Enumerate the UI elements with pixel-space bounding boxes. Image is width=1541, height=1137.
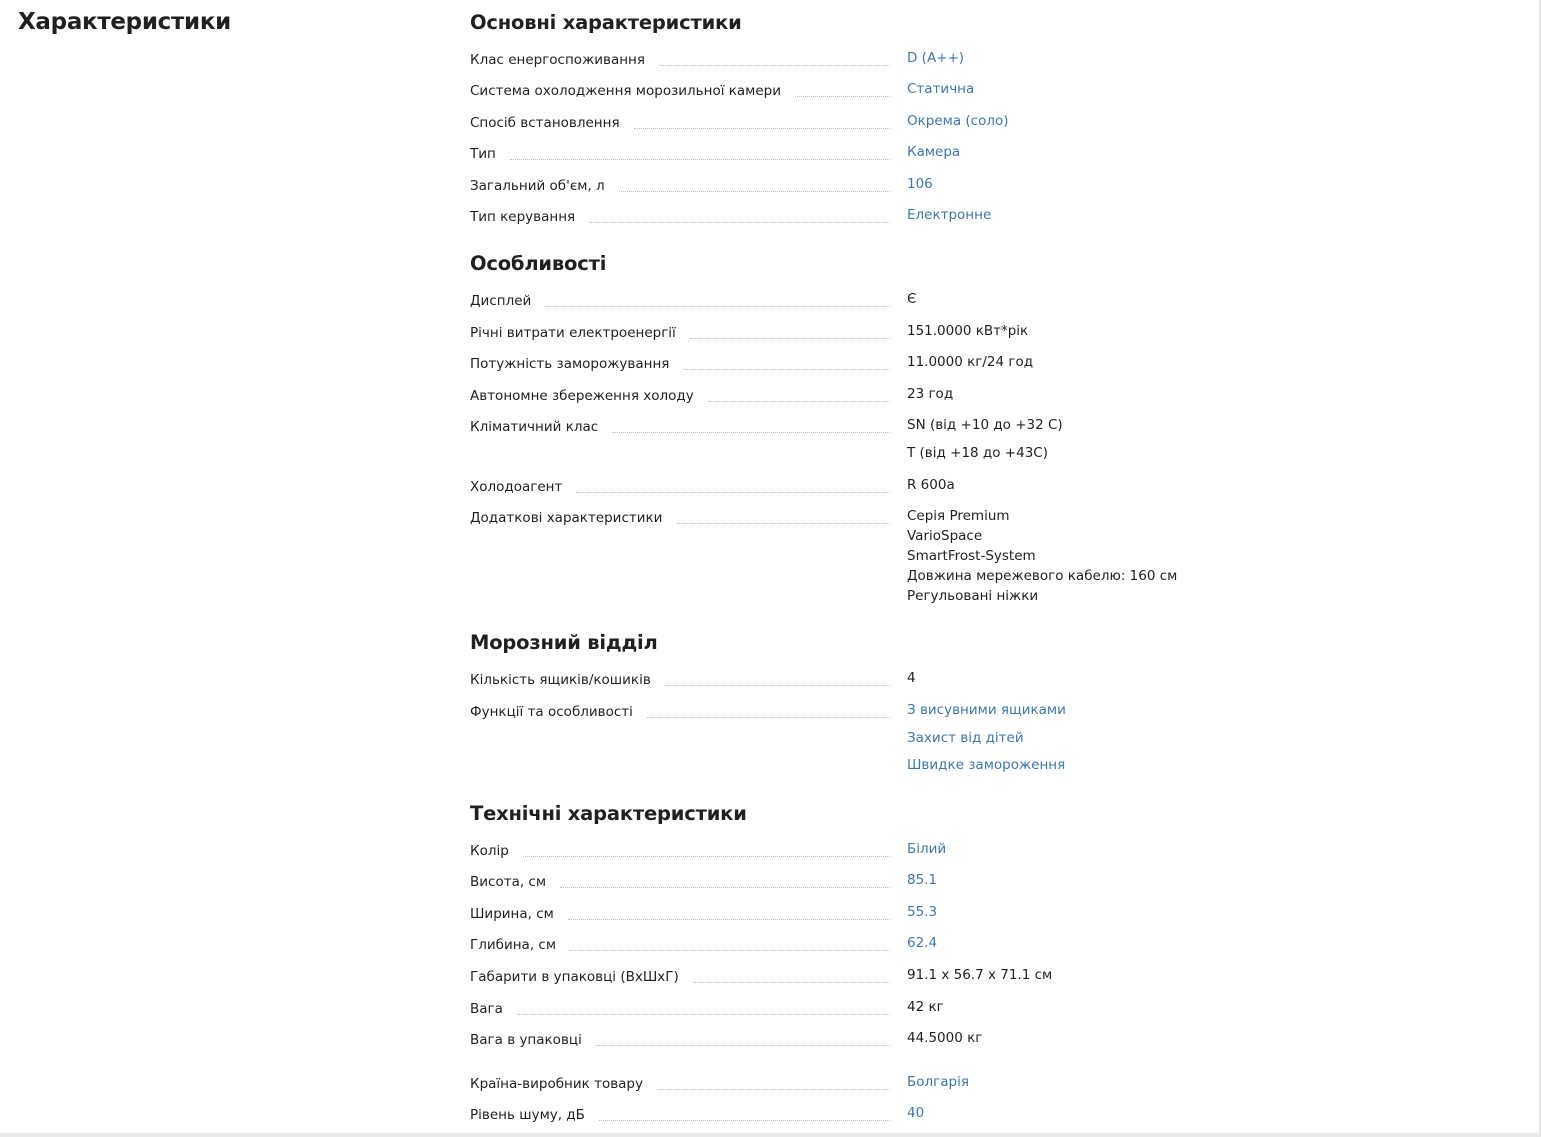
spec-value-link[interactable]: 40 [907,1105,925,1121]
spec-value-link[interactable]: 55.3 [907,904,938,920]
spec-value: Довжина мережевого кабелю: 160 см [907,568,1178,584]
section-title: Основні характеристики [470,11,742,34]
spec-label-wrap [470,1103,890,1123]
spec-label-wrap [470,839,890,859]
dotted-leader [560,887,890,888]
dotted-leader [676,523,890,524]
spec-label: Вага в упаковці [470,1032,596,1048]
spec-label-wrap [470,111,890,131]
spec-label-wrap [470,1028,890,1048]
spec-value: 151.0000 кВт*рік [907,323,1029,339]
spec-value: Т (від +18 до +43С) [907,445,1048,461]
dotted-leader [589,222,890,223]
spec-label: Ширина, см [470,906,568,922]
spec-label: Рівень шуму, дБ [470,1107,599,1123]
dotted-leader [545,306,890,307]
section-title: Морозний відділ [470,631,658,654]
dotted-leader [570,950,890,951]
dotted-leader [576,492,890,493]
spec-label-wrap [470,965,890,985]
spec-label-wrap [470,902,890,922]
dotted-leader [708,401,890,402]
spec-label: Кількість ящиків/кошиків [470,672,665,688]
spec-label-wrap [470,174,890,194]
spec-label-wrap [470,321,890,341]
spec-label: Країна-виробник товару [470,1076,657,1092]
dotted-leader [596,1045,890,1046]
spec-value: 44.5000 кг [907,1030,983,1046]
dotted-leader [683,369,890,370]
spec-label: Холодоагент [470,479,576,495]
spec-value-link[interactable]: Болгарія [907,1074,969,1090]
spec-label-wrap [470,933,890,953]
spec-label-wrap [470,1072,890,1092]
spec-label: Колір [470,843,523,859]
spec-value-link[interactable]: Швидке замороження [907,757,1066,773]
spec-value-link[interactable]: Статична [907,81,975,97]
spec-value: SmartFrost-System [907,548,1036,564]
spec-value: VarioSpace [907,528,983,544]
dotted-leader [657,1089,890,1090]
page-title: Характеристики [18,9,231,35]
spec-value-link[interactable]: Електронне [907,207,992,223]
dotted-leader [619,191,890,192]
spec-value: 42 кг [907,999,944,1015]
spec-label-wrap [470,668,890,688]
spec-value: 11.0000 кг/24 год [907,354,1034,370]
spec-label-wrap [470,205,890,225]
spec-label-wrap [470,384,890,404]
spec-label: Глибина, см [470,937,570,953]
spec-value-link[interactable]: 62.4 [907,935,938,951]
dotted-leader [659,65,890,66]
spec-value: 23 год [907,386,954,402]
dotted-leader [599,1120,890,1121]
spec-label-wrap [470,142,890,162]
spec-label-wrap [470,870,890,890]
spec-label-wrap [470,289,890,309]
spec-value: R 600a [907,477,955,493]
spec-label: Дисплей [470,293,545,309]
spec-value-link[interactable]: Камера [907,144,961,160]
spec-label: Річні витрати електроенергії [470,325,690,341]
spec-value-link[interactable]: 85.1 [907,872,938,888]
spec-label-wrap [470,48,890,68]
spec-label: Вага [470,1001,517,1017]
section-title: Особливості [470,252,607,275]
dotted-leader [634,128,890,129]
dotted-leader [665,685,890,686]
dotted-leader [612,432,890,433]
spec-value-link[interactable]: Білий [907,841,947,857]
dotted-leader [647,717,890,718]
spec-label: Автономне збереження холоду [470,388,708,404]
spec-label-wrap [470,700,890,720]
spec-label-wrap [470,997,890,1017]
spec-label: Висота, см [470,874,560,890]
spec-value-link[interactable]: 106 [907,176,933,192]
spec-value-link[interactable]: Захист від дітей [907,729,1024,746]
dotted-leader [690,338,890,339]
spec-value: 4 [907,670,916,686]
spec-label: Кліматичний клас [470,419,612,435]
spec-value-link[interactable]: D (A++) [907,50,965,66]
spec-value-link[interactable]: З висувними ящиками [907,702,1066,718]
dotted-leader [510,159,890,160]
spec-label: Спосіб встановлення [470,115,634,131]
spec-label: Тип керування [470,209,589,225]
spec-label-wrap [470,415,890,435]
spec-label-wrap [470,79,890,99]
spec-label: Клас енергоспоживання [470,52,659,68]
spec-value: Є [907,291,917,307]
spec-label-wrap [470,475,890,495]
section-title: Технічні характеристики [470,802,747,825]
dotted-leader [568,919,890,920]
spec-value: 91.1 x 56.7 x 71.1 см [907,967,1053,983]
spec-value-link[interactable]: Окрема (соло) [907,113,1009,129]
spec-label: Потужність заморожування [470,356,683,372]
spec-label: Система охолодження морозильної камери [470,83,795,99]
dotted-leader [523,856,890,857]
spec-label-wrap [470,352,890,372]
dotted-leader [517,1014,890,1015]
dotted-leader [795,96,890,97]
spec-value: SN (від +10 до +32 С) [907,417,1063,433]
spec-label: Додаткові характеристики [470,510,676,526]
dotted-leader [693,982,890,983]
spec-label-wrap [470,506,890,526]
spec-value: Серія Premium [907,508,1010,524]
spec-label: Габарити в упаковці (ВхШхГ) [470,969,693,985]
spec-label: Загальний об'єм, л [470,178,619,194]
spec-label: Тип [470,146,510,162]
spec-value: Регульовані ніжки [907,588,1039,604]
spec-label: Функції та особливості [470,704,647,720]
